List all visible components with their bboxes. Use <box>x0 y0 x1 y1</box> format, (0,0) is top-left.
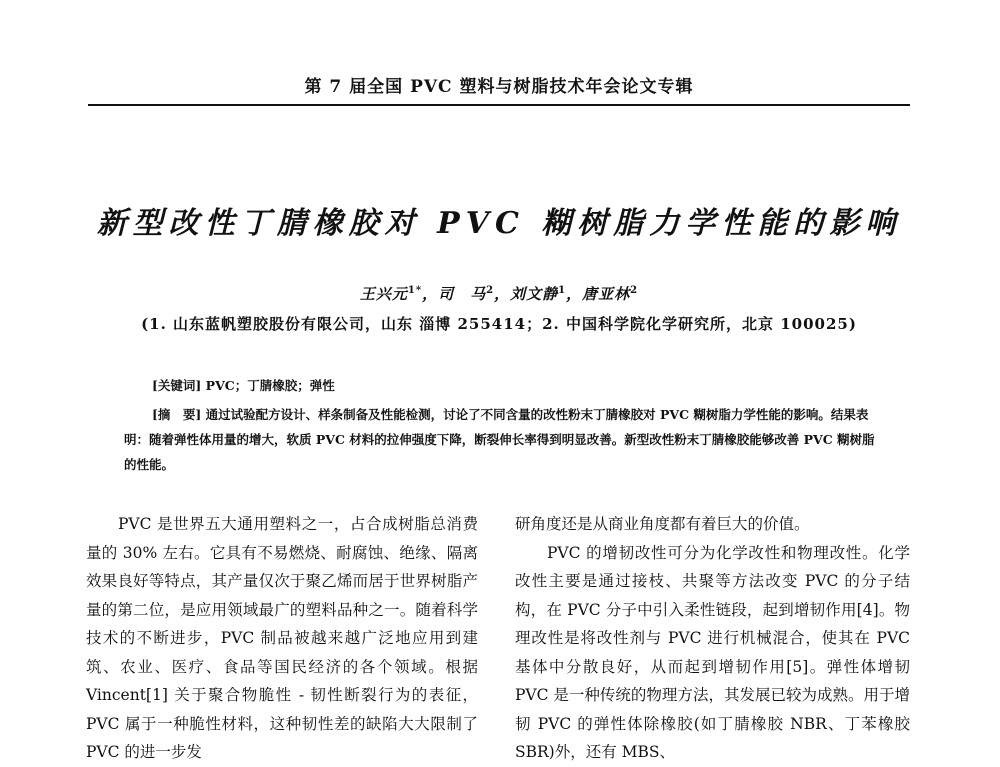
affiliations: (1. 山东蓝帆塑胶股份有限公司，山东 淄博 255414；2. 中国科学院化学研究所，北京 100025) <box>141 315 857 333</box>
author-mark: 2 <box>630 285 639 296</box>
header-rule <box>88 104 910 106</box>
author-name: 王兴元 <box>359 285 408 303</box>
body-column-left <box>86 510 478 767</box>
running-header: 第 7 届全国 PVC 塑料与树脂技术年会论文专辑 <box>304 77 694 97</box>
keywords: [关键词] PVC；丁腈橡胶；弹性 <box>152 378 335 393</box>
author-name: 刘文静 <box>510 285 559 303</box>
abstract: [摘 要] 通过试验配方设计、样条制备及性能检测，讨论了不同含量的改性粉末丁腈橡胶对 PVC 糊树脂力学性能的影响。结果表明：随着弹性体用量的增大，软质 PVC 材料的拉伸强度下降，断裂伸长率得到明显改善。新型改性粉末丁腈橡胶能够改善 PVC 糊树脂的性能。 <box>124 407 875 472</box>
author-line: 王兴元$^{1*}$，司 马$^2$，刘文静$^1$，唐亚林$^2$ <box>359 285 639 303</box>
body-column-right <box>515 510 910 767</box>
author-mark: 2 <box>486 285 495 296</box>
body-paragraph: PVC 的增韧改性可分为化学改性和物理改性。化学改性主要是通过接枝、共聚等方法改变 PVC 的分子结构，在 PVC 分子中引入柔性链段，起到增韧作用[4]。物理改性是将改性剂与 PVC 进行机械混合，使其在 PVC 基体中分散良好，从而起到增韧作用[5]。弹性体增韧 PVC 是一种传统的物理方法，其发展已较为成熟。用于增韧 PVC 的弹性体除橡胶(如丁腈橡胶 NBR、丁苯橡胶 SBR)外，还有 MBS、 <box>515 543 910 761</box>
author-name: 司 马 <box>438 285 487 303</box>
article-title: 新型改性丁腈橡胶对 PVC 糊树脂力学性能的影响 <box>96 206 902 241</box>
body-paragraph: 研角度还是从商业角度都有着巨大的价值。 <box>515 515 810 533</box>
author-mark: 1* <box>407 285 423 296</box>
body-paragraph: PVC 是世界五大通用塑料之一，占合成树脂总消费量的 30% 左右。它具有不易燃烧、耐腐蚀、绝缘、隔离效果良好等特点，其产量仅次于聚乙烯而居于世界树脂产量的第二位，是应用领域最广的塑料品种之一。随着科学技术的不断进步，PVC 制品被越来越广泛地应用到建筑、农业、医疗、食品等国民经济的各个领域。根据 Vincent[1] 关于聚合物脆性 - 韧性断裂行为的表征，PVC 属于一种脆性材料，这种韧性差的缺陷大大限制了 PVC 的进一步发 <box>86 515 478 761</box>
author-name: 唐亚林 <box>582 285 631 303</box>
author-mark: 1 <box>558 285 567 296</box>
